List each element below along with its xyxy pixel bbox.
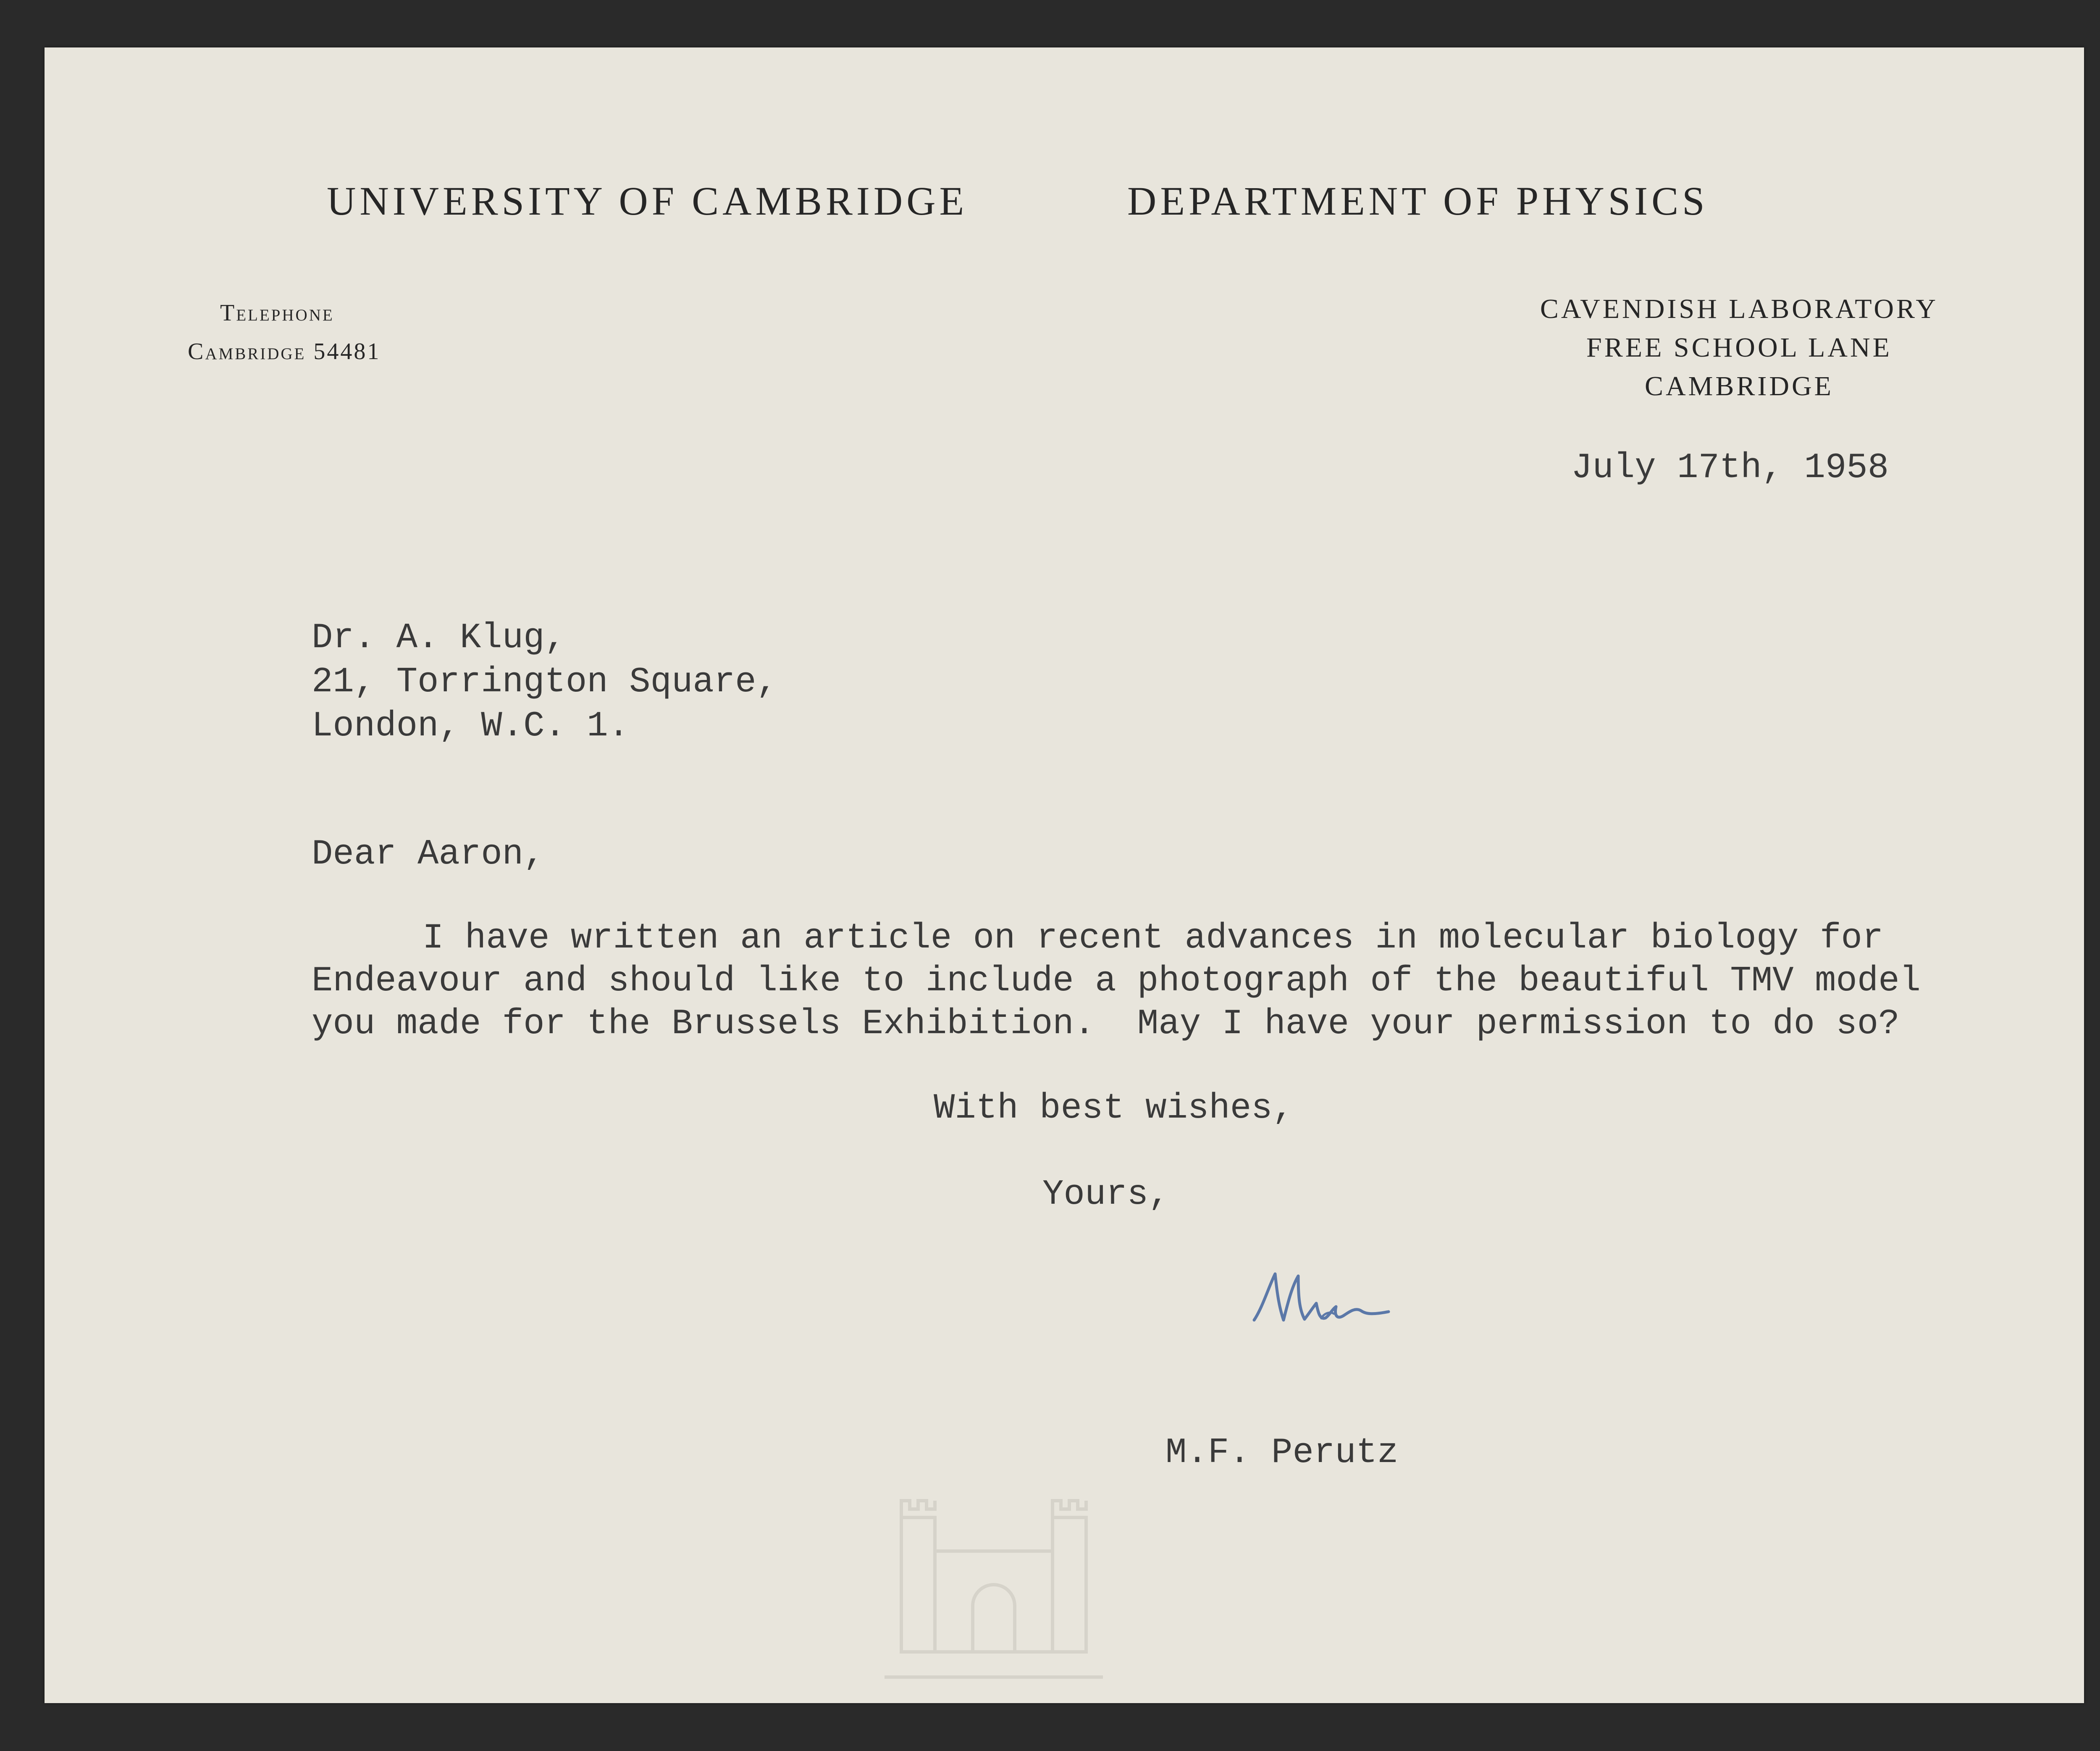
recipient-line: Dr. A. Klug,: [312, 618, 566, 658]
letterhead-telephone-label: Telephone: [220, 300, 334, 326]
signer-name: M.F. Perutz: [1166, 1433, 1399, 1473]
closing-line: With best wishes,: [934, 1089, 1294, 1129]
letterhead-address-line: CAVENDISH LABORATORY: [1540, 294, 1939, 324]
letter-date: July 17th, 1958: [1571, 448, 1889, 488]
letterhead-address-line: FREE SCHOOL LANE: [1586, 332, 1892, 363]
recipient-line: 21, Torrington Square,: [312, 662, 777, 702]
body-line: Endeavour and should like to include a photograph of the beautiful TMV model: [312, 961, 1921, 1001]
letter-sheet: [45, 47, 2084, 1703]
letterhead-university: UNIVERSITY OF CAMBRIDGE: [327, 179, 968, 223]
letterhead-address-line: CAMBRIDGE: [1644, 371, 1834, 402]
embossed-crest-watermark: [868, 1467, 1120, 1703]
body-line: I have written an article on recent advances in molecular biology for: [423, 919, 1884, 958]
recipient-line: London, W.C. 1.: [312, 706, 630, 746]
letterhead-department: DEPARTMENT OF PHYSICS: [1127, 179, 1709, 223]
body-line: you made for the Brussels Exhibition. May I have your permission to do so?: [312, 1004, 1900, 1044]
closing-line: Yours,: [1042, 1175, 1170, 1215]
handwritten-signature: [1246, 1257, 1397, 1341]
salutation: Dear Aaron,: [312, 835, 545, 874]
letterhead-telephone-number: Cambridge 54481: [188, 339, 381, 365]
